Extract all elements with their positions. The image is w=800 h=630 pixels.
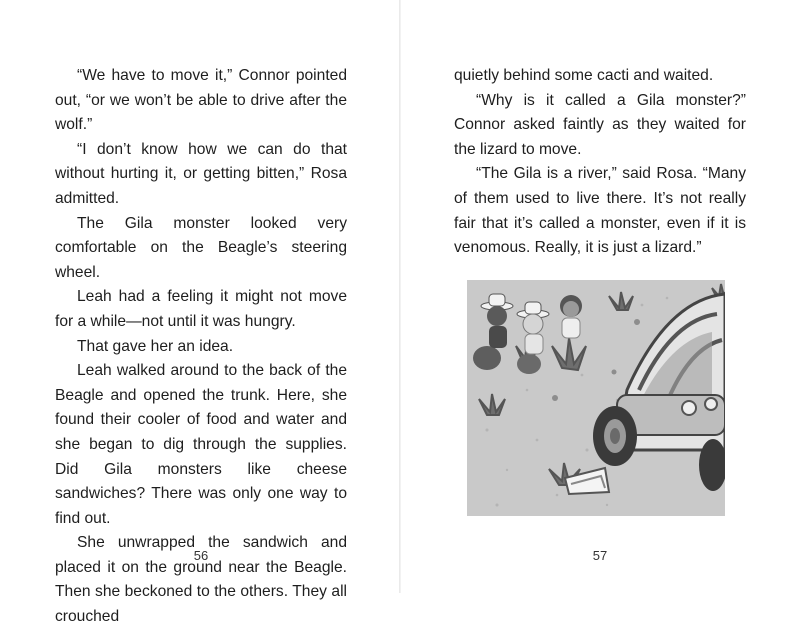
paragraph: That gave her an idea.	[77, 337, 234, 355]
paragraph: Leah walked around to the back of the Beagle and opened the trunk. Here, she found their cooler of food and water and she began to dig through the supplies. Did Gila monsters like cheese sandwiches? There was only one way to find out.	[55, 362, 347, 527]
paragraph-continuation: quietly behind some cacti and waited.	[454, 67, 714, 84]
right-page-text	[454, 64, 746, 261]
paragraph: “The Gila is a river,” said Rosa. “Many of them used to live there. It’s not really fair that it’s called a monster, even if it is venomous. Really, it is just a lizard.”	[454, 165, 746, 257]
right-page	[401, 0, 800, 593]
left-page	[0, 0, 399, 626]
illustration-drawing	[467, 280, 725, 516]
paragraph: She unwrapped the sandwich and placed it on the ground near the Beagle. Then she beckoned to the others. They all crouched	[55, 534, 347, 626]
paragraph: “We have to move it,” Connor pointed out, “or we won’t be able to drive after the wolf.”	[55, 67, 347, 134]
paragraph: “Why is it called a Gila monster?” Connor asked faintly as they waited for the lizard to move.	[454, 91, 746, 158]
paragraph: The Gila monster looked very comfortable on the Beagle’s steering wheel.	[55, 214, 347, 281]
left-page-text	[55, 64, 347, 630]
page-number-left: 56	[193, 548, 209, 563]
page-number-right: 57	[592, 548, 608, 563]
paragraph: “I don’t know how we can do that without hurting it, or getting bitten,” Rosa admitted.	[55, 140, 347, 207]
paragraph: Leah had a feeling it might not move for a while—not until it was hungry.	[55, 288, 347, 330]
illustration-dune-buggy-scene	[467, 280, 725, 516]
